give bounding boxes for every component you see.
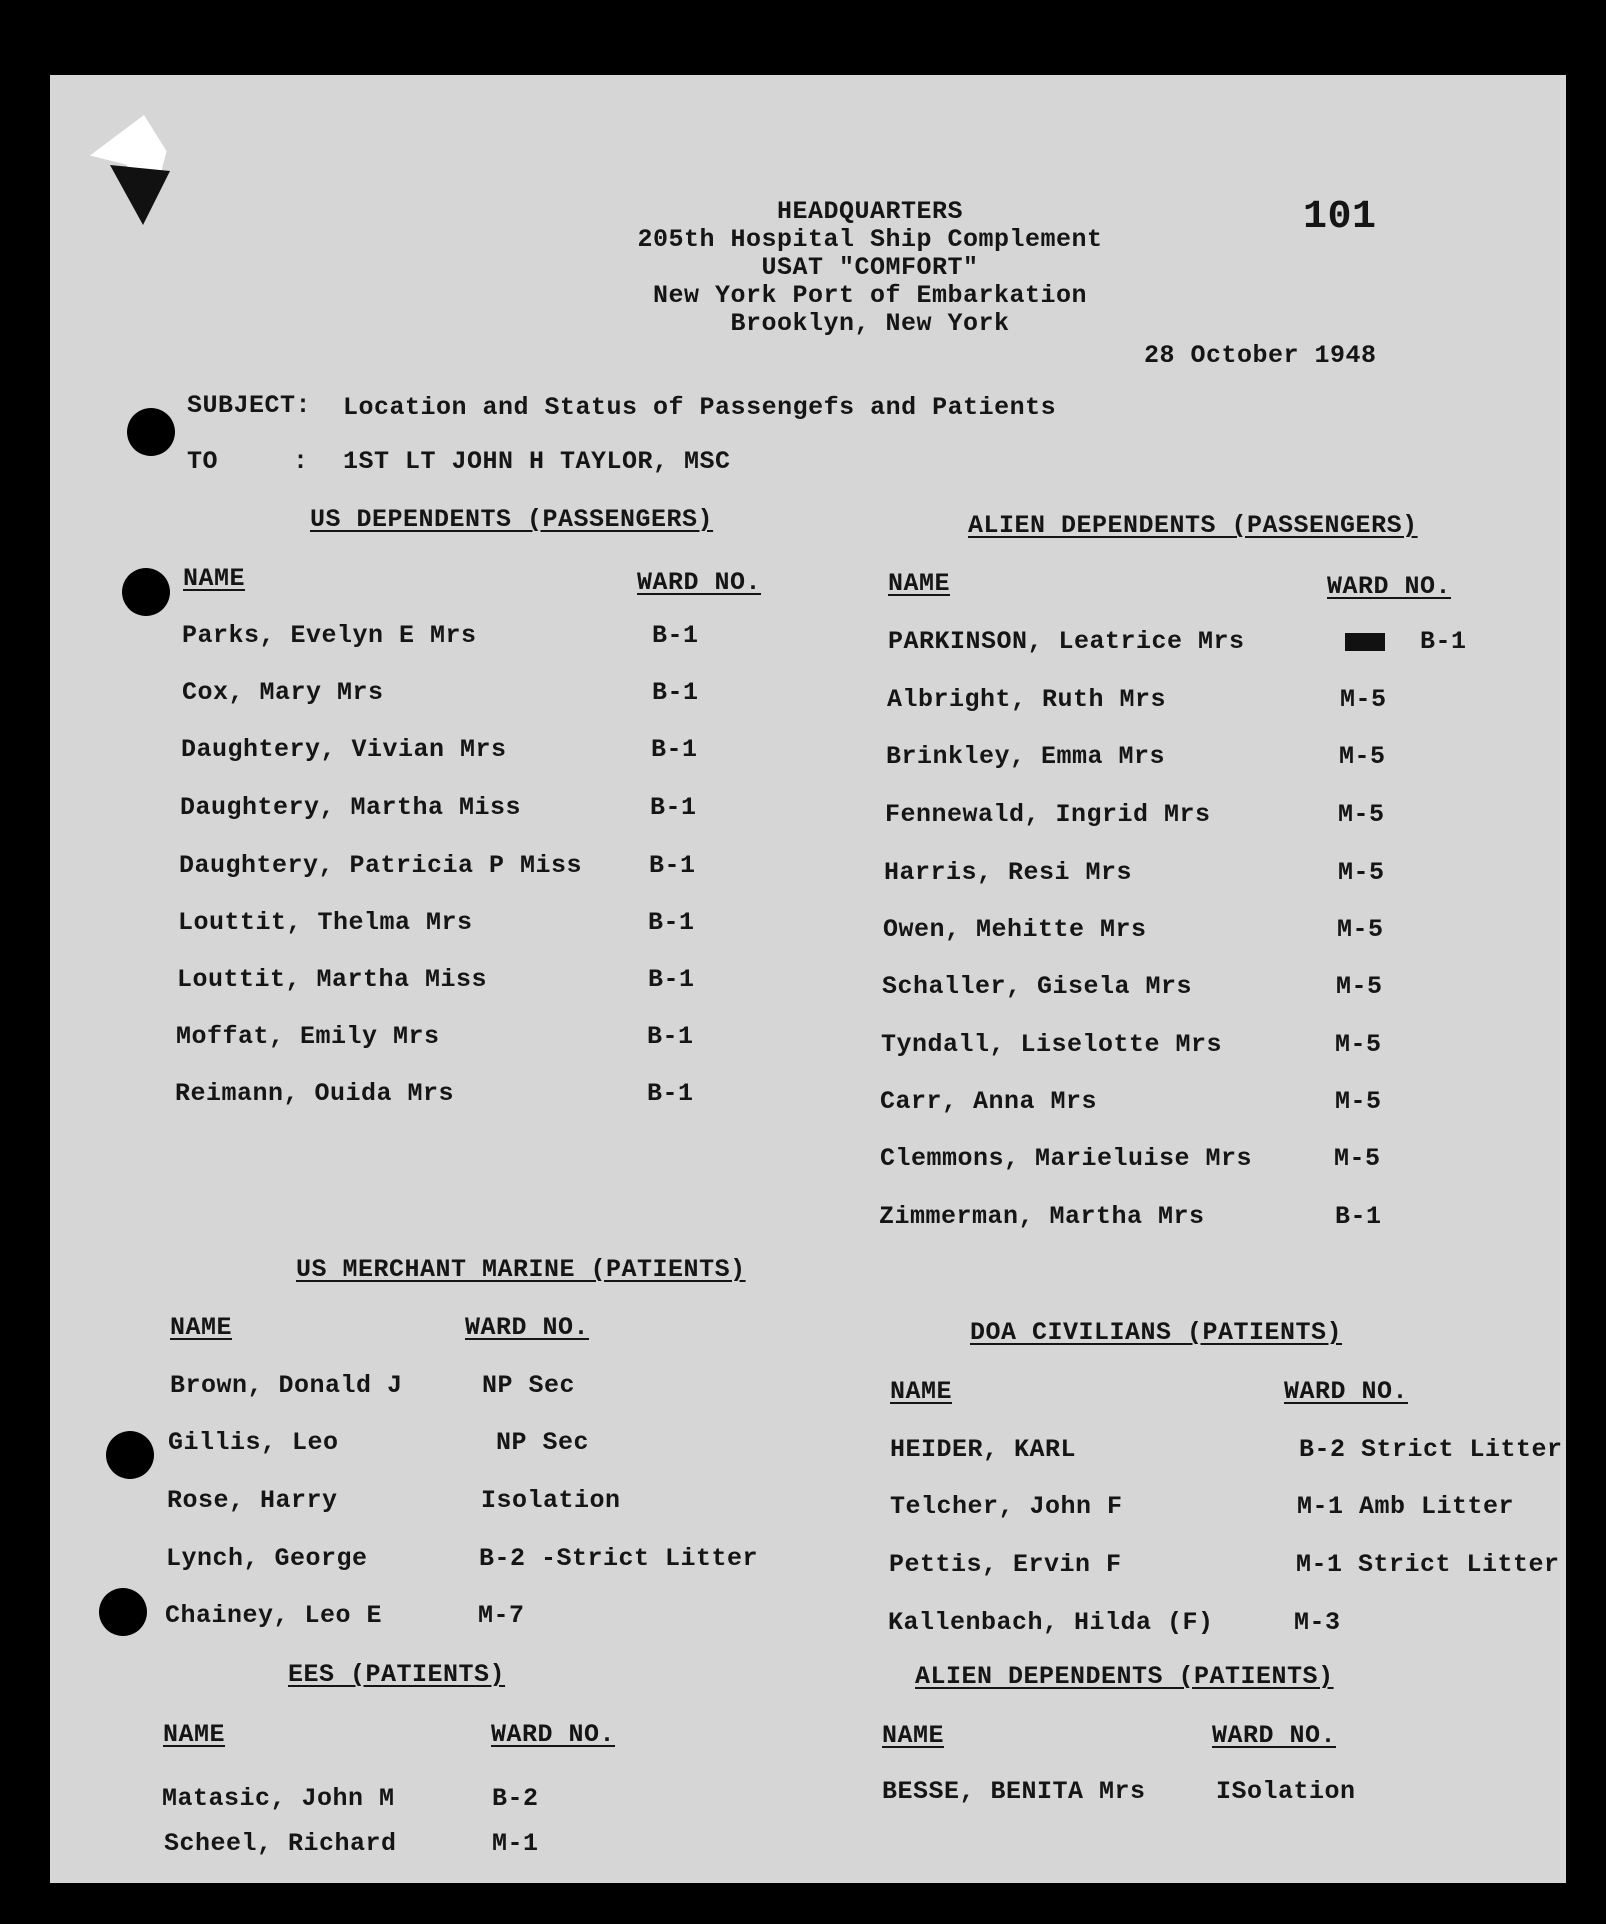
- list-item-name: Brown, Donald J: [170, 1371, 403, 1400]
- header-line-2: 205th Hospital Ship Complement: [637, 225, 1103, 254]
- merchant-marine-title: US MERCHANT MARINE (PATIENTS): [296, 1255, 746, 1284]
- list-item-ward: B-1: [1420, 627, 1467, 656]
- list-item-ward: NP Sec: [482, 1371, 576, 1400]
- list-item-ward: B-1: [648, 965, 695, 994]
- punch-hole: [106, 1431, 154, 1479]
- list-item-name: Tyndall, Liselotte Mrs: [881, 1030, 1223, 1059]
- list-item-ward: B-1: [651, 735, 698, 764]
- page-number: 101: [1303, 195, 1377, 240]
- list-item-ward: Isolation: [481, 1486, 621, 1515]
- punch-hole: [127, 408, 175, 456]
- us-dependents-name-header: NAME: [183, 564, 246, 593]
- ees-name-header: NAME: [163, 1720, 226, 1749]
- list-item-ward: M-1 Amb Litter: [1297, 1492, 1515, 1521]
- to-text: 1ST LT JOHN H TAYLOR, MSC: [343, 447, 731, 476]
- list-item-ward: B-1: [650, 793, 697, 822]
- list-item-name: Louttit, Thelma Mrs: [178, 908, 473, 937]
- list-item-ward: M-3: [1294, 1608, 1341, 1637]
- alien-passengers-name-header: NAME: [888, 569, 951, 598]
- alien-passengers-title: ALIEN DEPENDENTS (PASSENGERS): [968, 511, 1418, 540]
- list-item-name: Daughtery, Vivian Mrs: [181, 735, 507, 764]
- list-item-ward: M-5: [1338, 858, 1385, 887]
- doa-civilians-ward-header: WARD NO.: [1284, 1377, 1409, 1406]
- list-item-ward: B-2 Strict Litter: [1299, 1435, 1563, 1464]
- list-item-ward: M-5: [1336, 972, 1383, 1001]
- list-item-ward: B-1: [647, 1022, 694, 1051]
- list-item-name: Parks, Evelyn E Mrs: [182, 621, 477, 650]
- list-item-name: Owen, Mehitte Mrs: [883, 915, 1147, 944]
- corner-tear-shadow: [110, 165, 170, 225]
- list-item-ward: B-1: [648, 908, 695, 937]
- list-item-ward: M-5: [1337, 915, 1384, 944]
- list-item-ward: B-2 -Strict Litter: [479, 1544, 759, 1573]
- list-item-name: Scheel, Richard: [164, 1829, 397, 1858]
- list-item-name: Fennewald, Ingrid Mrs: [885, 800, 1211, 829]
- to-colon: :: [293, 447, 309, 476]
- list-item-name: Kallenbach, Hilda (F): [888, 1608, 1214, 1637]
- struck-out-text: [1345, 633, 1385, 651]
- list-item-name: Reimann, Ouida Mrs: [175, 1079, 455, 1108]
- list-item-name: BESSE, BENITA Mrs: [882, 1777, 1146, 1806]
- list-item-name: Matasic, John M: [162, 1784, 395, 1813]
- list-item-ward: M-5: [1340, 685, 1387, 714]
- merchant-marine-ward-header: WARD NO.: [465, 1313, 590, 1342]
- list-item-ward: M-5: [1339, 742, 1386, 771]
- list-item-name: Louttit, Martha Miss: [177, 965, 488, 994]
- merchant-marine-name-header: NAME: [170, 1313, 233, 1342]
- ees-title: EES (PATIENTS): [288, 1660, 506, 1689]
- list-item-ward: B-2: [492, 1784, 539, 1813]
- list-item-name: Brinkley, Emma Mrs: [886, 742, 1166, 771]
- list-item-name: Carr, Anna Mrs: [880, 1087, 1098, 1116]
- list-item-name: Schaller, Gisela Mrs: [882, 972, 1193, 1001]
- list-item-name: Daughtery, Patricia P Miss: [179, 851, 583, 880]
- alien-patients-title: ALIEN DEPENDENTS (PATIENTS): [915, 1662, 1334, 1691]
- list-item-name: Rose, Harry: [167, 1486, 338, 1515]
- doa-civilians-title: DOA CIVILIANS (PATIENTS): [970, 1318, 1343, 1347]
- list-item-name: Daughtery, Martha Miss: [180, 793, 522, 822]
- list-item-ward: M-5: [1335, 1087, 1382, 1116]
- list-item-name: Telcher, John F: [890, 1492, 1123, 1521]
- punch-hole: [122, 568, 170, 616]
- list-item-ward: ISolation: [1216, 1777, 1356, 1806]
- alien-passengers-ward-header: WARD NO.: [1327, 572, 1452, 601]
- list-item-name: Moffat, Emily Mrs: [176, 1022, 440, 1051]
- list-item-ward: B-1: [1335, 1202, 1382, 1231]
- list-item-ward: M-5: [1335, 1030, 1382, 1059]
- header-line-4: New York Port of Embarkation: [652, 281, 1088, 310]
- us-dependents-ward-header: WARD NO.: [637, 568, 762, 597]
- list-item-ward: NP Sec: [496, 1428, 590, 1457]
- alien-patients-ward-header: WARD NO.: [1212, 1721, 1337, 1750]
- list-item-ward: M-1: [492, 1829, 539, 1858]
- header-line-5: Brooklyn, New York: [730, 309, 1010, 338]
- list-item-name: Gillis, Leo: [168, 1428, 339, 1457]
- subject-text: Location and Status of Passengefs and Patients: [343, 393, 1057, 422]
- list-item-name: Albright, Ruth Mrs: [887, 685, 1167, 714]
- list-item-ward: B-1: [652, 678, 699, 707]
- to-label: TO: [187, 447, 219, 476]
- list-item-name: PARKINSON, Leatrice Mrs: [888, 627, 1245, 656]
- list-item-ward: B-1: [647, 1079, 694, 1108]
- list-item-name: Pettis, Ervin F: [889, 1550, 1122, 1579]
- punch-hole: [99, 1588, 147, 1636]
- alien-patients-name-header: NAME: [882, 1721, 945, 1750]
- list-item-ward: B-1: [649, 851, 696, 880]
- list-item-name: Clemmons, Marieluise Mrs: [880, 1144, 1253, 1173]
- list-item-ward: M-5: [1338, 800, 1385, 829]
- document-page: [50, 75, 1566, 1883]
- subject-label: SUBJECT:: [187, 391, 312, 420]
- list-item-name: Harris, Resi Mrs: [884, 858, 1133, 887]
- list-item-name: Cox, Mary Mrs: [182, 678, 384, 707]
- header-line-3: USAT "COMFORT": [761, 253, 979, 282]
- list-item-name: HEIDER, KARL: [890, 1435, 1077, 1464]
- list-item-ward: M-7: [478, 1601, 525, 1630]
- list-item-name: Zimmerman, Martha Mrs: [879, 1202, 1205, 1231]
- list-item-ward: M-1 Strict Litter: [1296, 1550, 1560, 1579]
- list-item-ward: M-5: [1334, 1144, 1381, 1173]
- us-dependents-title: US DEPENDENTS (PASSENGERS): [310, 505, 714, 534]
- list-item-name: Lynch, George: [166, 1544, 368, 1573]
- document-date: 28 October 1948: [1144, 341, 1377, 370]
- list-item-ward: B-1: [652, 621, 699, 650]
- list-item-name: Chainey, Leo E: [165, 1601, 383, 1630]
- doa-civilians-name-header: NAME: [890, 1377, 953, 1406]
- header-line-1: HEADQUARTERS: [776, 197, 964, 226]
- ees-ward-header: WARD NO.: [491, 1720, 616, 1749]
